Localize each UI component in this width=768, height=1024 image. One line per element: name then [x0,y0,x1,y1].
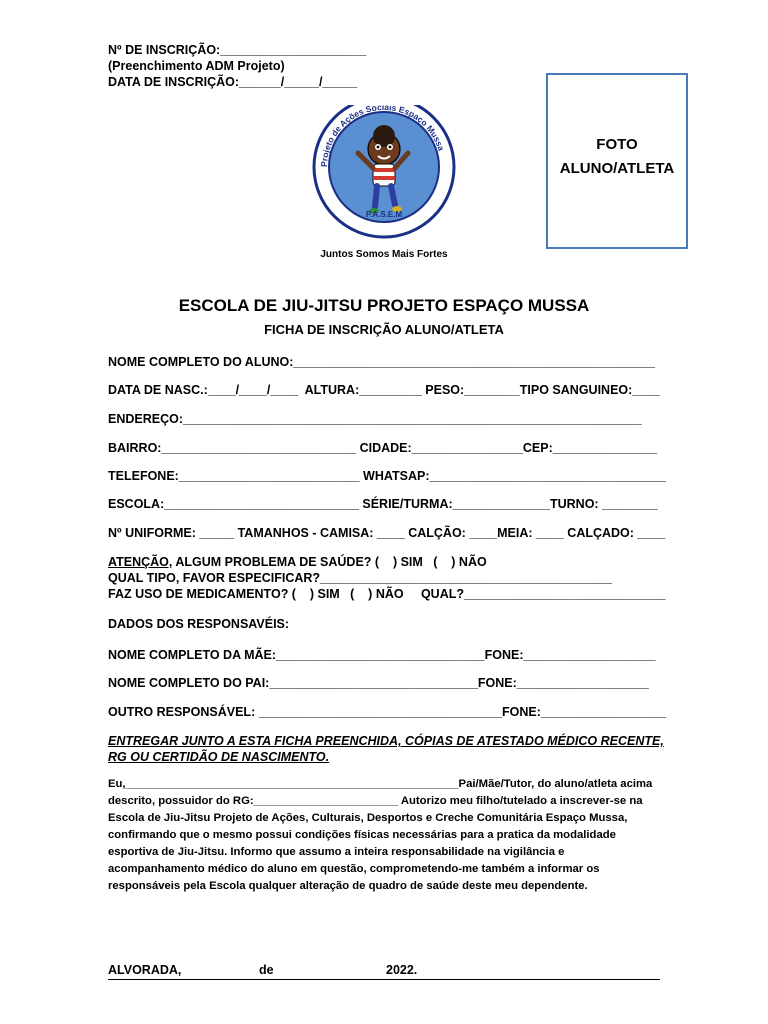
registration-date-field[interactable]: DATA DE INSCRIÇÃO:______/_____/_____ [108,75,358,89]
footer-de: de [259,963,274,977]
health-question-text: ALGUM PROBLEMA DE SAÚDE? ( ) SIM ( ) NÃO [172,555,487,569]
father-name-field[interactable]: NOME COMPLETO DO PAI:______________________________FONE:___________________ [108,676,649,690]
footer-city: ALVORADA, [108,963,182,977]
birth-height-weight-field[interactable]: DATA DE NASC.:____/____/____ ALTURA:_________ PESO:________TIPO SANGUINEO:____ [108,383,661,397]
logo-graphic [296,105,472,265]
photo-box[interactable] [546,73,688,249]
other-guardian-field[interactable]: OUTRO RESPONSÁVEL: ___________________________________FONE:__________________ [108,705,667,719]
logo-abbrev: P.A.S.E.M [365,210,403,219]
footer-year: 2022. [386,963,418,977]
school-grade-shift-field[interactable]: ESCOLA:____________________________ SÉRIE/TURMA:______________TURNO: ________ [108,497,658,511]
photo-box-label-1: FOTO [596,136,638,153]
neighborhood-city-zip-field[interactable]: BAIRRO:____________________________ CIDADE:________________CEP:_______________ [108,441,658,455]
photo-box-label-2: ALUNO/ATLETA [559,160,675,177]
medication-field[interactable]: FAZ USO DE MEDICAMENTO? ( ) SIM ( ) NÃO QUAL?_____________________________ [108,587,666,601]
registration-number-field[interactable]: Nº DE INSCRIÇÃO:_____________________ [108,43,367,57]
guardians-heading: DADOS DOS RESPONSAVÉIS: [108,617,290,631]
phone-whatsapp-field[interactable]: TELEFONE:__________________________ WHATSAP:__________________________________ [108,469,666,483]
signature-line[interactable] [108,979,660,980]
uniform-sizes-field[interactable]: Nº UNIFORME: _____ TAMANHOS - CAMISA: ____ CALÇÃO: ____MEIA: ____ CALÇADO: ____ [108,526,666,540]
student-name-field[interactable]: NOME COMPLETO DO ALUNO:____________________________________________________ [108,355,655,369]
attention-label: ATENÇÃO, [108,555,173,569]
logo-slogan: Juntos Somos Mais Fortes [320,249,448,260]
authorization-declaration: Eu,_____________________________________________________Pai/Mãe/Tutor, do aluno/atleta acima descrito, possuidor do RG:_______________________ Autorizo meu filho/tutelado a inscrever-se na Escola de Jiu-Jitsu Projeto de Ações, Culturais, Desportos e Creche Comunitária Espaço Mussa, confirmando que o mesmo possui condições físicas necessárias para a pratica da modalidade esportiva de Jiu-Jitsu. Informo que assumo a inteira responsabilidade na vigilância e acompanhamento médico do aluno em questão, comprometendo-me também a informar os responsáveis pela Escola qualquer alteração de quadro de saúde deste meu dependente. [108,778,653,892]
page-title: ESCOLA DE JIU-JITSU PROJETO ESPAÇO MUSSA [178,296,590,315]
project-logo [296,105,472,265]
documents-notice: ENTREGAR JUNTO A ESTA FICHA PREENCHIDA, CÓPIAS DE ATESTADO MÉDICO RECENTE, RG OU CERTIDÃO DE NASCIMENTO. [108,734,664,764]
admin-fill-note: (Preenchimento ADM Projeto) [108,59,285,73]
health-question[interactable] [108,555,487,569]
logo-ring-text: Projeto de Ações Sociais Espaço Mussa [318,105,447,168]
page-subtitle: FICHA DE INSCRIÇÃO ALUNO/ATLETA [264,322,504,337]
health-specify-field[interactable]: QUAL TIPO, FAVOR ESPECIFICAR?__________________________________________ [108,571,613,585]
mother-name-field[interactable]: NOME COMPLETO DA MÃE:______________________________FONE:___________________ [108,648,656,662]
address-field[interactable]: ENDEREÇO:__________________________________________________________________ [108,412,642,426]
